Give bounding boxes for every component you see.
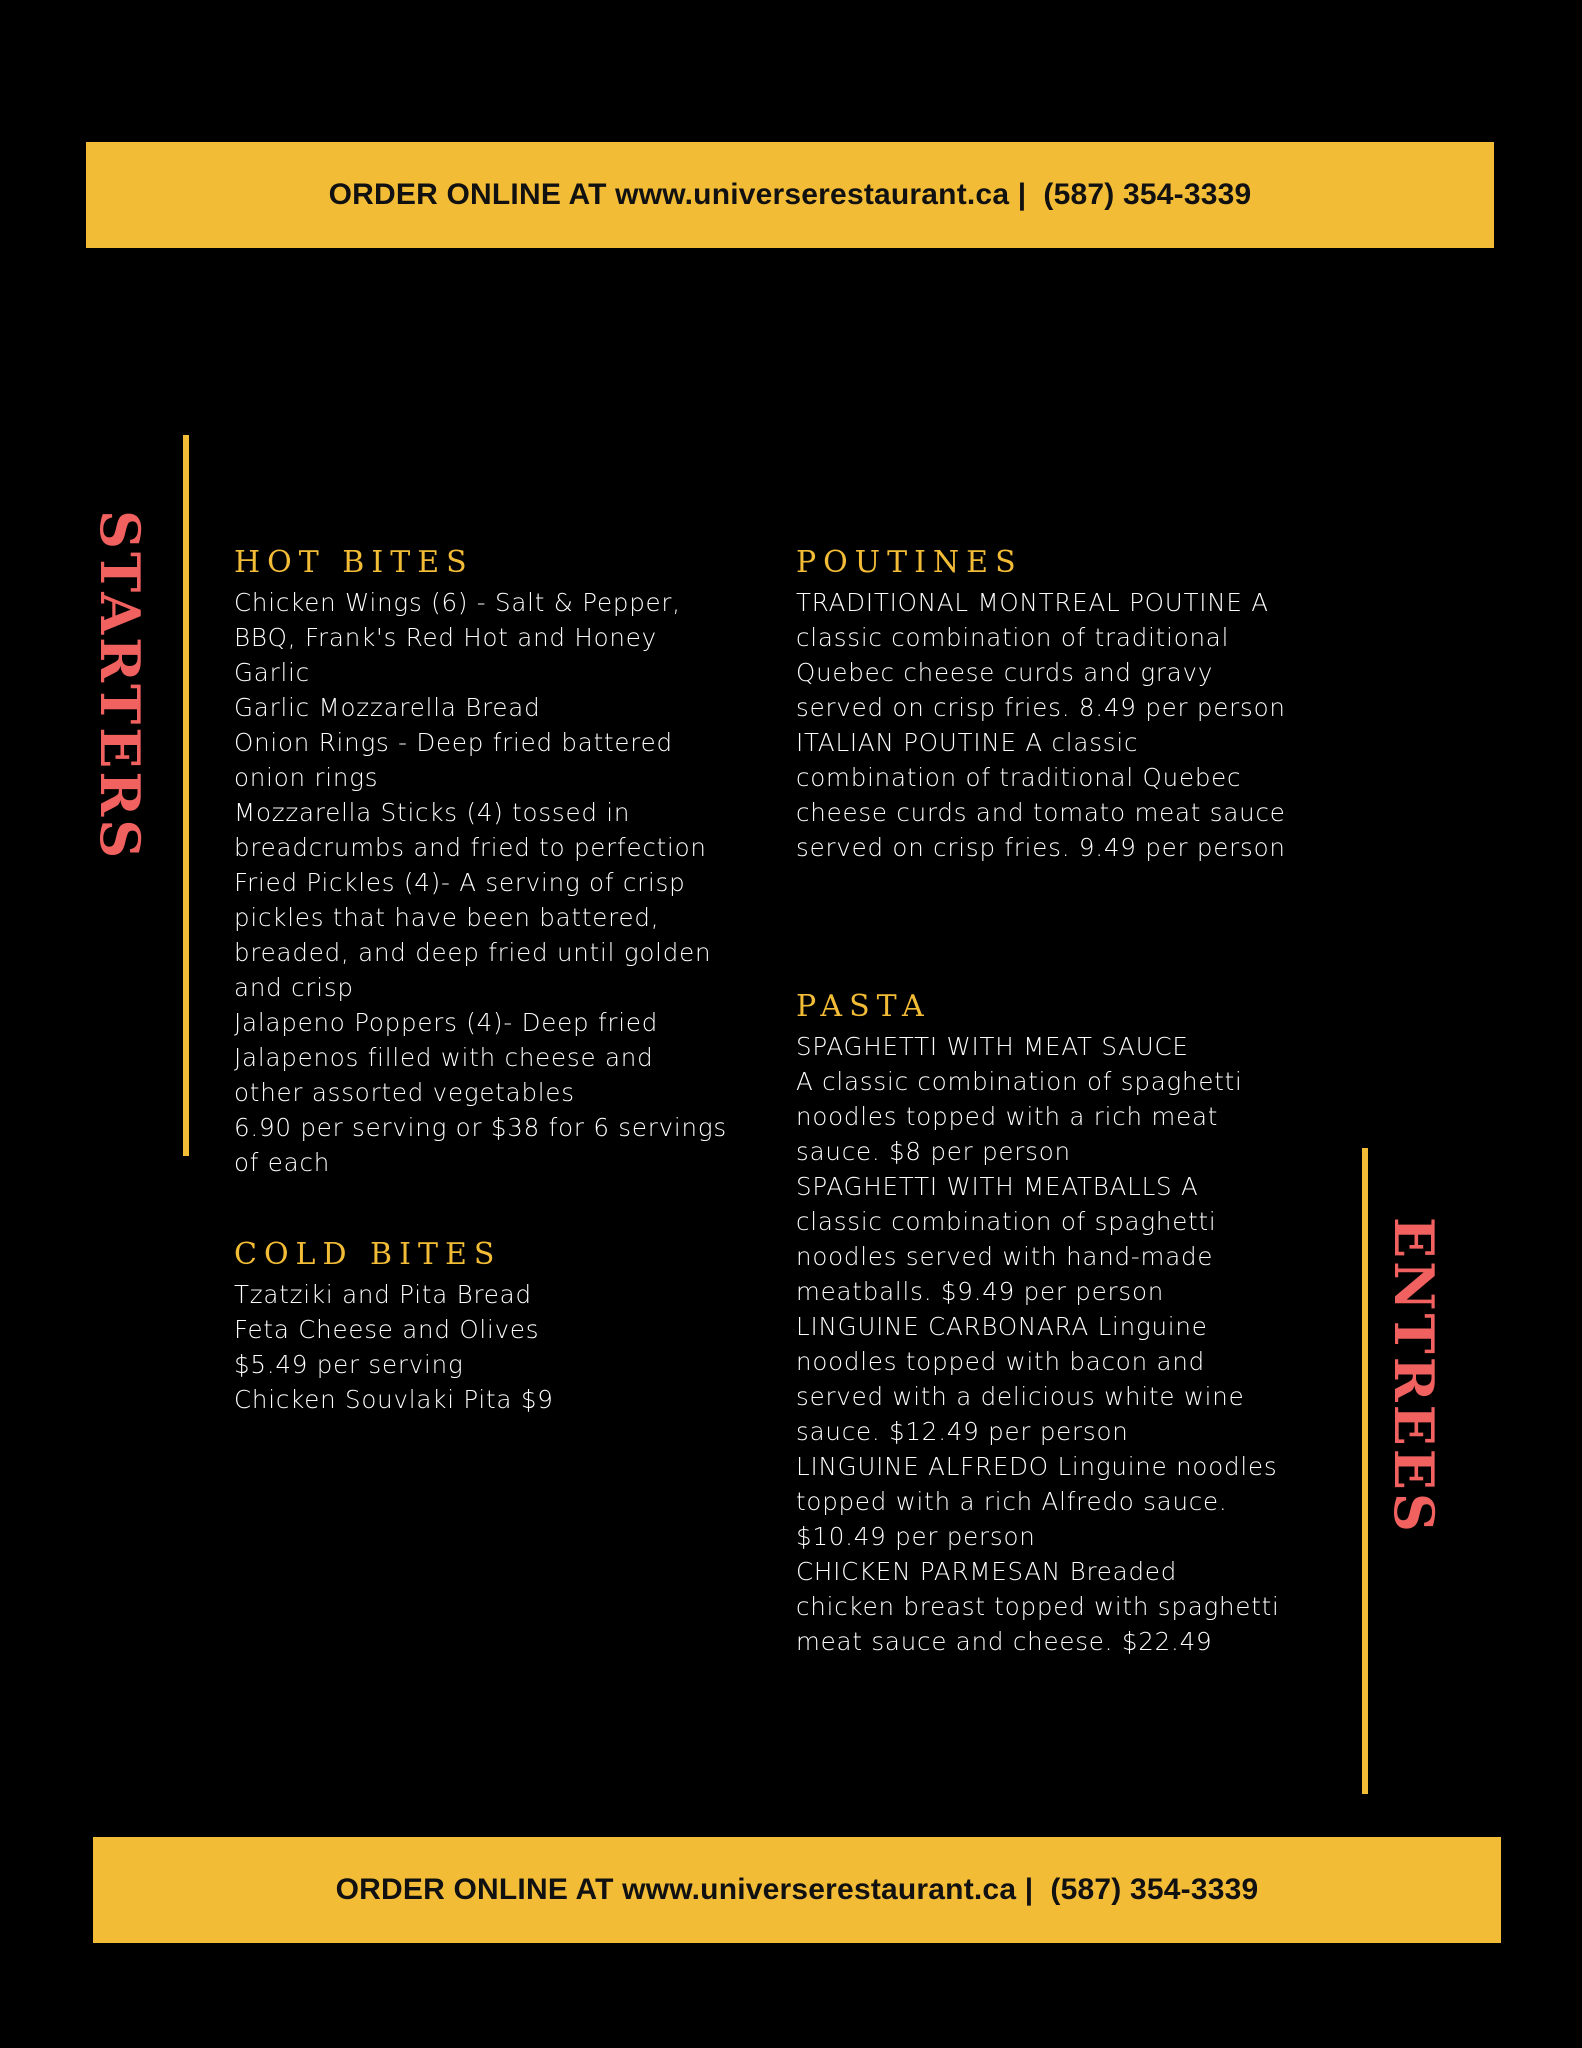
poutines-section	[796, 544, 1316, 865]
entrees-divider	[1362, 1148, 1368, 1794]
menu-line: SPAGHETTI WITH MEAT SAUCE	[796, 1032, 1189, 1061]
pasta-section	[796, 988, 1316, 1659]
order-online-text: ORDER ONLINE AT www.universerestaurant.ca | (587) 354-3339	[335, 1873, 1259, 1906]
menu-line: Fried Pickles (4)- A serving of crisp	[234, 868, 686, 897]
menu-line: Chicken Souvlaki Pita $9	[234, 1385, 554, 1414]
menu-line: noodles topped with bacon and	[796, 1347, 1206, 1376]
menu-line: 6.90 per serving or $38 for 6 servings	[234, 1113, 727, 1142]
cold-bites-section	[234, 1236, 754, 1417]
menu-line: meat sauce and cheese. $22.49	[796, 1627, 1213, 1656]
menu-line: Tzatziki and Pita Bread	[234, 1280, 532, 1309]
order-online-banner-bottom	[93, 1837, 1501, 1943]
menu-line: cheese curds and tomato meat sauce	[796, 798, 1286, 827]
starters-title: STARTERS	[88, 510, 152, 862]
menu-line: breaded, and deep fried until golden	[234, 938, 712, 967]
cold-bites-heading: COLD BITES	[234, 1237, 502, 1272]
menu-line: breadcrumbs and fried to perfection	[234, 833, 707, 862]
menu-line: CHICKEN PARMESAN Breaded	[796, 1557, 1178, 1586]
menu-line: $10.49 per person	[796, 1522, 1036, 1551]
starters-divider	[183, 435, 189, 1156]
pasta-list	[796, 1029, 1316, 1659]
menu-line: classic combination of traditional	[796, 623, 1230, 652]
hot-bites-section	[234, 544, 754, 1180]
pasta-heading: PASTA	[796, 989, 931, 1024]
entrees-title: ENTREES	[1382, 1217, 1446, 1535]
menu-line: noodles topped with a rich meat	[796, 1102, 1219, 1131]
order-online-text: ORDER ONLINE AT www.universerestaurant.ca | (587) 354-3339	[328, 178, 1252, 211]
menu-line: Garlic Mozzarella Bread	[234, 693, 541, 722]
menu-line: BBQ, Frank's Red Hot and Honey	[234, 623, 657, 652]
menu-line: Mozzarella Sticks (4) tossed in	[234, 798, 631, 827]
cold-bites-list	[234, 1277, 754, 1417]
menu-line: served on crisp fries. 9.49 per person	[796, 833, 1286, 862]
menu-line: Onion Rings - Deep fried battered	[234, 728, 673, 757]
menu-line: sauce. $8 per person	[796, 1137, 1071, 1166]
menu-line: sauce. $12.49 per person	[796, 1417, 1129, 1446]
menu-line: Jalapenos filled with cheese and	[234, 1043, 654, 1072]
menu-line: meatballs. $9.49 per person	[796, 1277, 1165, 1306]
order-online-banner-top	[86, 142, 1494, 248]
menu-line: of each	[234, 1148, 331, 1177]
hot-bites-list	[234, 585, 754, 1180]
menu-line: LINGUINE CARBONARA Linguine	[796, 1312, 1208, 1341]
menu-line: onion rings	[234, 763, 379, 792]
menu-line: A classic combination of spaghetti	[796, 1067, 1243, 1096]
poutines-heading: POUTINES	[796, 545, 1023, 580]
menu-line: and crisp	[234, 973, 354, 1002]
menu-line: other assorted vegetables	[234, 1078, 575, 1107]
menu-line: Chicken Wings (6) - Salt & Pepper,	[234, 588, 681, 617]
menu-line: classic combination of spaghetti	[796, 1207, 1217, 1236]
menu-line: Garlic	[234, 658, 310, 687]
menu-line: pickles that have been battered,	[234, 903, 660, 932]
menu-line: topped with a rich Alfredo sauce.	[796, 1487, 1228, 1516]
menu-line: SPAGHETTI WITH MEATBALLS A	[796, 1172, 1199, 1201]
menu-line: Feta Cheese and Olives	[234, 1315, 540, 1344]
menu-line: ITALIAN POUTINE A classic	[796, 728, 1139, 757]
menu-line: served on crisp fries. 8.49 per person	[796, 693, 1286, 722]
menu-line: Jalapeno Poppers (4)- Deep fried	[234, 1008, 659, 1037]
menu-line: chicken breast topped with spaghetti	[796, 1592, 1280, 1621]
hot-bites-heading: HOT BITES	[234, 545, 474, 580]
menu-line: Quebec cheese curds and gravy	[796, 658, 1214, 687]
menu-line: $5.49 per serving	[234, 1350, 464, 1379]
menu-line: LINGUINE ALFREDO Linguine noodles	[796, 1452, 1278, 1481]
poutines-list	[796, 585, 1316, 865]
menu-line: TRADITIONAL MONTREAL POUTINE A	[796, 588, 1269, 617]
menu-line: served with a delicious white wine	[796, 1382, 1245, 1411]
menu-line: combination of traditional Quebec	[796, 763, 1242, 792]
menu-line: noodles served with hand-made	[796, 1242, 1214, 1271]
